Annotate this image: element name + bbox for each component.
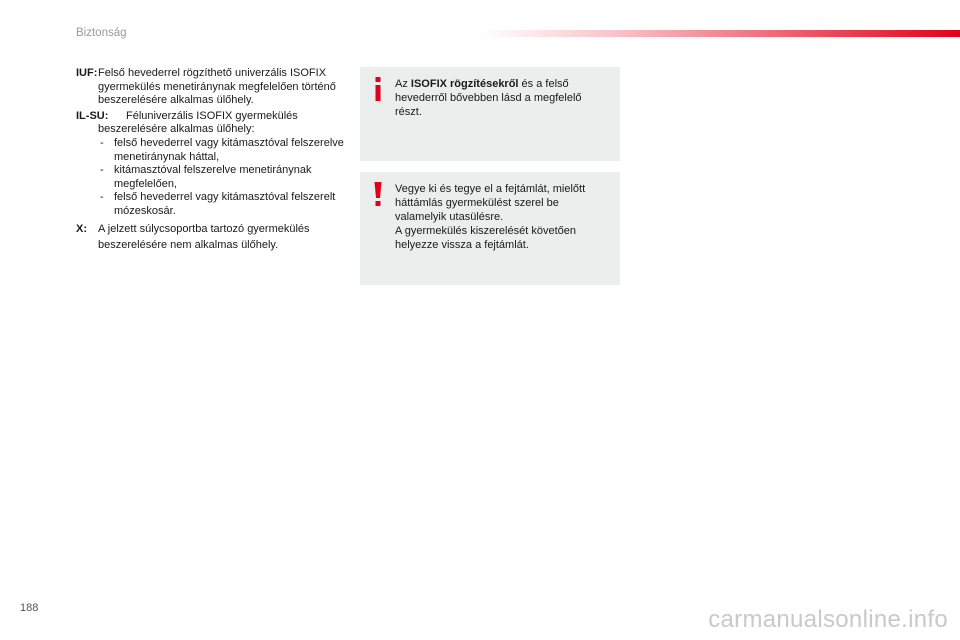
info-box	[360, 67, 620, 161]
list-item-text: felső hevederrel vagy kitámasztóval felszerelve menetiránynak háttal,	[114, 136, 344, 163]
term-x: X:	[76, 222, 87, 235]
list-item	[100, 164, 346, 191]
definition-x	[76, 221, 346, 253]
definition-iuf	[76, 67, 346, 108]
warning-line2: A gyermekülés kiszerelését követően helyezze vissza a fejtámlát.	[395, 225, 576, 251]
page-number: 188	[20, 602, 39, 614]
info-text-bold: ISOFIX rögzítésekről	[410, 78, 519, 90]
desc-x: A jelzett súlycsoportba tartozó gyermekülés beszerelésére nem alkalmas ülőhely.	[98, 222, 310, 251]
list-item-text: kitámasztóval felszerelve menetiránynak megfelelően,	[114, 164, 312, 190]
warning-line1: Vegye ki és tegye el a fejtámlát, mielőtt háttámlás gyermekülést szerel be valamelyik utasülésre.	[395, 183, 586, 223]
warning-box	[360, 172, 620, 285]
desc-ilsu-line2: beszerelésére alkalmas ülőhely:	[98, 123, 255, 136]
header-accent-bar	[480, 30, 960, 37]
dash-bullet: -	[100, 136, 104, 149]
dash-bullet: -	[100, 191, 104, 204]
list-item	[100, 191, 346, 218]
list-item-text: felső hevederrel vagy kitámasztóval felszerelt mózeskosár.	[114, 191, 336, 217]
section-title: Biztonság	[76, 27, 127, 39]
info-text-prefix: Az	[395, 78, 411, 90]
term-ilsu: IL-SU:	[76, 109, 109, 122]
ilsu-list	[76, 137, 346, 219]
info-text	[395, 77, 610, 119]
warning-text	[395, 182, 610, 252]
definition-ilsu	[76, 110, 346, 219]
warning-icon	[373, 182, 383, 206]
definitions-column	[76, 67, 346, 253]
desc-ilsu-line1: Féluniverzális ISOFIX gyermekülés	[126, 109, 298, 122]
list-item	[100, 136, 346, 164]
dash-bullet: -	[100, 164, 104, 177]
term-iuf: IUF:	[76, 67, 98, 79]
desc-iuf: Felső hevederrel rögzíthető univerzális ISOFIX gyermekülés menetiránynak megfelelően történő beszerelésére alkalmas ülőhely.	[98, 67, 336, 107]
watermark: carmanualsonline.info	[708, 606, 948, 633]
info-text-suffix: és a felső hevederről bővebben lásd a megfelelő részt.	[395, 78, 582, 118]
info-icon	[373, 77, 383, 101]
